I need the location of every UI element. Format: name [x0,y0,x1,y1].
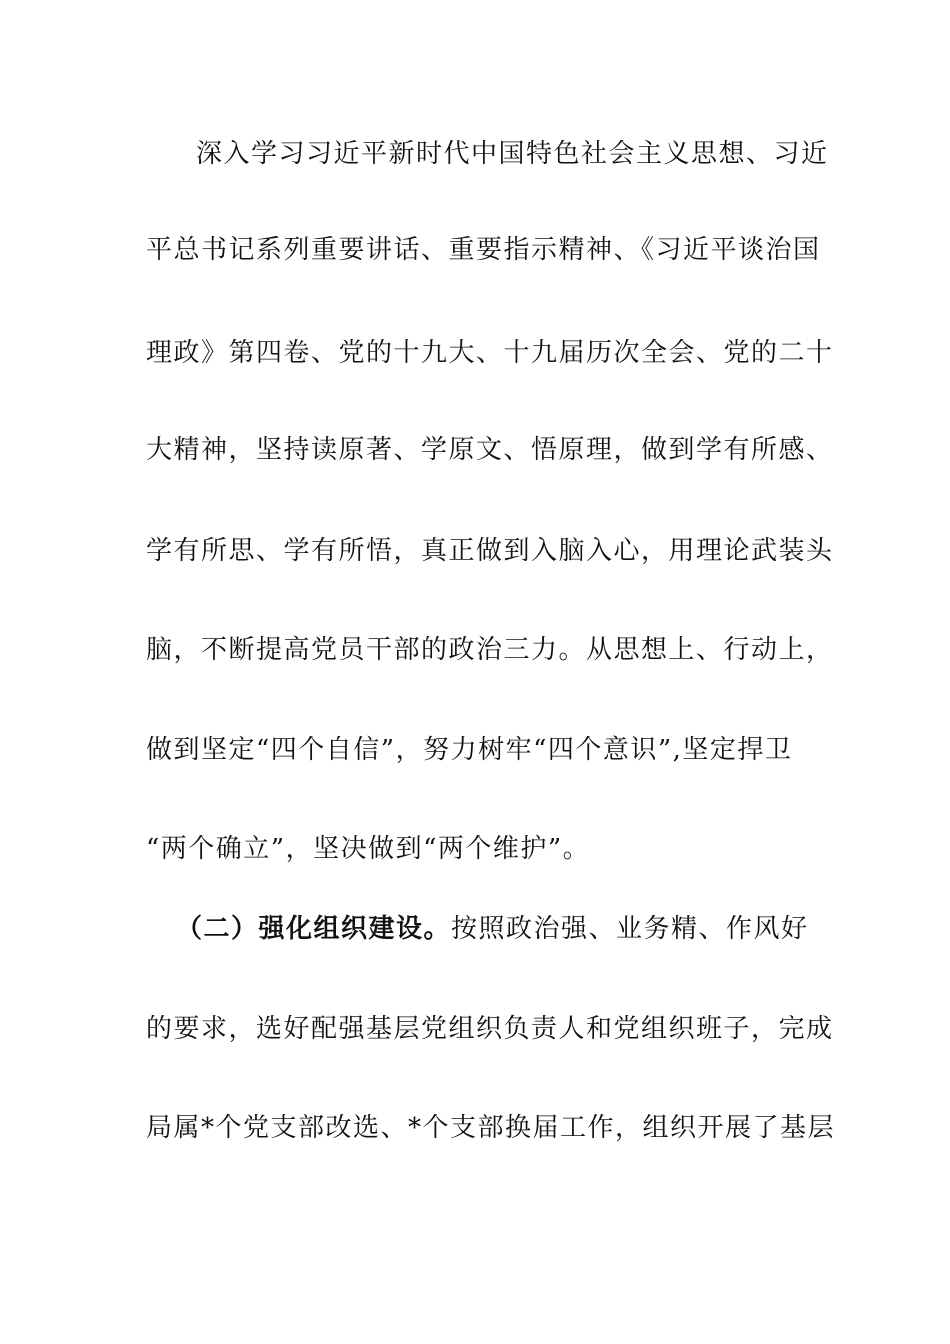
paragraph-line-2: 平总书记系列重要讲话、重要指示精神、《习近平谈治国 [146,235,821,265]
section-two-first-line-text: 按照政治强、业务精、作风好 [451,914,809,944]
paragraph-line-5: 学有所思、学有所悟，真正做到入脑入心，用理论武装头 [146,536,834,566]
paragraph-line-8: “两个确立”，坚决做到“两个维护”。 [146,834,591,864]
section-two-heading: （二）强化组织建设。 [176,914,452,944]
paragraph-line-6: 脑，不断提高党员干部的政治三力。从思想上、行动上， [146,635,834,665]
paragraph-line-3: 理政》第四卷、党的十九大、十九届历次全会、党的二十 [146,338,834,368]
paragraph-line-1: 深入学习习近平新时代中国特色社会主义思想、习近 [196,139,829,169]
section-two-first-line [176,912,836,946]
section-two-line-3: 局属*个党支部改选、*个支部换届工作，组织开展了基层 [146,1113,836,1143]
paragraph-line-7: 做到坚定“四个自信”，努力树牢“四个意识”,坚定捍卫 [146,735,793,765]
section-two-line-2: 的要求，选好配强基层党组织负责人和党组织班子，完成 [146,1014,834,1044]
paragraph-line-4: 大精神，坚持读原著、学原文、悟原理，做到学有所感、 [146,435,834,465]
